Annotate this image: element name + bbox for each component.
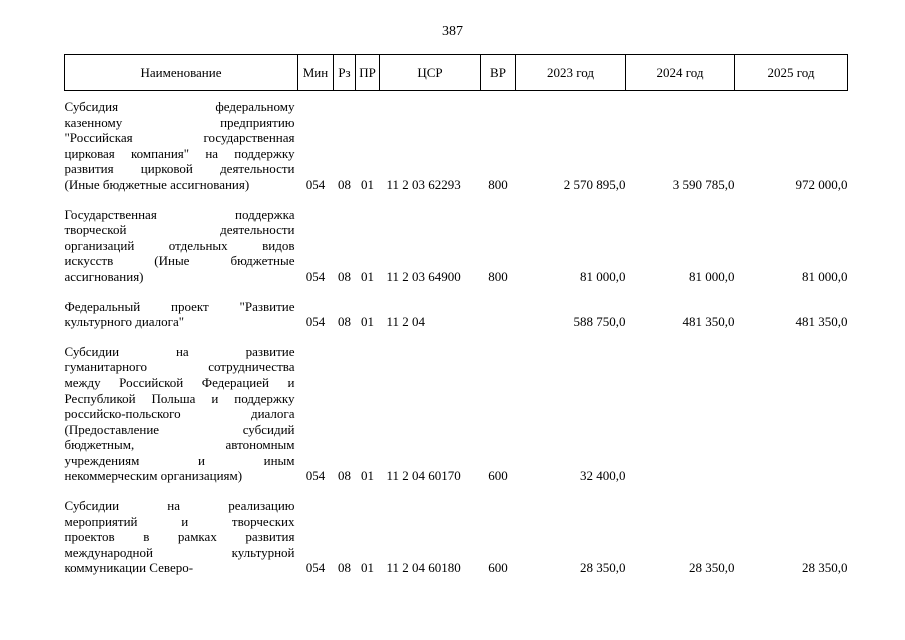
page-number: 387 bbox=[442, 24, 463, 39]
cell-name bbox=[65, 99, 298, 193]
cell-vr: 800 bbox=[488, 176, 508, 192]
cell-rz: 08 bbox=[338, 176, 351, 192]
cell-pr: 01 bbox=[361, 268, 374, 284]
table-header-row bbox=[65, 55, 848, 91]
cell-pr: 01 bbox=[361, 560, 374, 576]
header-vr: ВР bbox=[481, 55, 516, 91]
cell-rz: 08 bbox=[338, 314, 351, 330]
name-line: учреждениям и иным bbox=[64, 452, 295, 468]
cell-name bbox=[65, 299, 298, 330]
cell-vr: 800 bbox=[488, 268, 508, 284]
cell-2025: 972 000,0 bbox=[795, 176, 848, 192]
cell-2024: 81 000,0 bbox=[689, 268, 735, 284]
cell-name bbox=[65, 207, 298, 285]
header-2024: 2024 год bbox=[626, 55, 735, 91]
cell-min: 054 bbox=[305, 560, 326, 576]
header-pr: ПР bbox=[356, 55, 380, 91]
spacer-cell bbox=[65, 91, 848, 100]
name-line: организаций отдельных видов bbox=[64, 237, 295, 253]
name-line: Субсидия федеральному bbox=[64, 99, 295, 114]
name-line: между Российской Федерацией и bbox=[64, 374, 295, 390]
name-line: (Иные бюджетные ассигнования) bbox=[64, 176, 250, 192]
name-line: гуманитарного сотрудничества bbox=[64, 359, 295, 375]
table-row bbox=[65, 344, 848, 484]
header-2023: 2023 год bbox=[516, 55, 626, 91]
cell-2023: 588 750,0 bbox=[573, 314, 626, 330]
name-line: мероприятий и творческих bbox=[64, 513, 295, 529]
cell-2024 bbox=[626, 344, 735, 484]
cell-csr: 11 2 03 62293 bbox=[386, 176, 461, 192]
cell-2024: 481 350,0 bbox=[682, 314, 735, 330]
cell-csr: 11 2 04 60180 bbox=[386, 560, 461, 576]
cell-min: 054 bbox=[305, 468, 326, 484]
cell-csr: 11 2 04 60170 bbox=[386, 468, 461, 484]
name-line: проектов в рамках развития bbox=[64, 529, 295, 545]
spacer-cell bbox=[65, 330, 848, 344]
name-line: бюджетным, автономным bbox=[64, 437, 295, 453]
name-line: цирковая компания" на поддержку bbox=[64, 145, 295, 161]
row-spacer bbox=[65, 330, 848, 344]
cell-pr: 01 bbox=[361, 176, 374, 192]
cell-2023: 28 350,0 bbox=[580, 560, 626, 576]
cell-min: 054 bbox=[305, 268, 326, 284]
cell-2023: 2 570 895,0 bbox=[563, 176, 626, 192]
table-row bbox=[65, 207, 848, 285]
cell-name bbox=[65, 498, 298, 576]
cell-2025: 481 350,0 bbox=[795, 314, 848, 330]
name-line: "Российская государственная bbox=[64, 130, 295, 146]
cell-name bbox=[65, 344, 298, 484]
name-line: российско-польского диалога bbox=[64, 406, 295, 422]
cell-2025: 28 350,0 bbox=[802, 560, 848, 576]
name-line: искусств (Иные бюджетные bbox=[64, 253, 295, 269]
cell-2023: 81 000,0 bbox=[580, 268, 626, 284]
cell-2025 bbox=[735, 344, 848, 484]
name-line: казенному предприятию bbox=[64, 114, 295, 130]
spacer-cell bbox=[65, 484, 848, 498]
cell-vr: 600 bbox=[488, 468, 508, 484]
cell-2023: 32 400,0 bbox=[580, 468, 626, 484]
cell-min: 054 bbox=[305, 314, 326, 330]
header-min: Мин bbox=[298, 55, 334, 91]
cell-rz: 08 bbox=[338, 560, 351, 576]
cell-vr: 600 bbox=[488, 560, 508, 576]
row-spacer bbox=[65, 484, 848, 498]
table-row bbox=[65, 99, 848, 193]
name-line: творческой деятельности bbox=[64, 222, 295, 238]
row-spacer bbox=[65, 91, 848, 100]
name-line: некоммерческим организациям) bbox=[64, 468, 243, 484]
header-csr: ЦСР bbox=[380, 55, 481, 91]
name-line: коммуникации Северо- bbox=[64, 560, 194, 576]
cell-csr: 11 2 03 64900 bbox=[386, 268, 461, 284]
budget-table bbox=[64, 54, 848, 576]
cell-min: 054 bbox=[305, 176, 326, 192]
name-line: Субсидии на реализацию bbox=[64, 498, 295, 514]
cell-pr: 01 bbox=[361, 314, 374, 330]
cell-2025: 81 000,0 bbox=[802, 268, 848, 284]
name-line: Республикой Польша и поддержку bbox=[64, 390, 295, 406]
header-name: Наименование bbox=[65, 55, 298, 91]
cell-rz: 08 bbox=[338, 268, 351, 284]
header-2025: 2025 год bbox=[735, 55, 848, 91]
row-spacer bbox=[65, 285, 848, 299]
name-line: культурного диалога" bbox=[64, 314, 185, 330]
name-line: международной культурной bbox=[64, 544, 295, 560]
cell-vr bbox=[481, 299, 516, 330]
name-line: ассигнования) bbox=[64, 268, 144, 284]
name-line: (Предоставление субсидий bbox=[64, 421, 295, 437]
cell-csr: 11 2 04 bbox=[386, 314, 426, 330]
name-line: Федеральный проект "Развитие bbox=[64, 298, 295, 314]
name-line: Субсидии на развитие bbox=[64, 343, 295, 359]
name-line: развития цирковой деятельности bbox=[64, 161, 295, 177]
header-rz: Рз bbox=[334, 55, 356, 91]
table-row bbox=[65, 299, 848, 330]
spacer-cell bbox=[65, 285, 848, 299]
table-row bbox=[65, 498, 848, 576]
spacer-cell bbox=[65, 193, 848, 207]
name-line: Государственная поддержка bbox=[64, 206, 295, 222]
row-spacer bbox=[65, 193, 848, 207]
cell-2024: 28 350,0 bbox=[689, 560, 735, 576]
cell-pr: 01 bbox=[361, 468, 374, 484]
cell-2024: 3 590 785,0 bbox=[672, 176, 735, 192]
cell-rz: 08 bbox=[338, 468, 351, 484]
